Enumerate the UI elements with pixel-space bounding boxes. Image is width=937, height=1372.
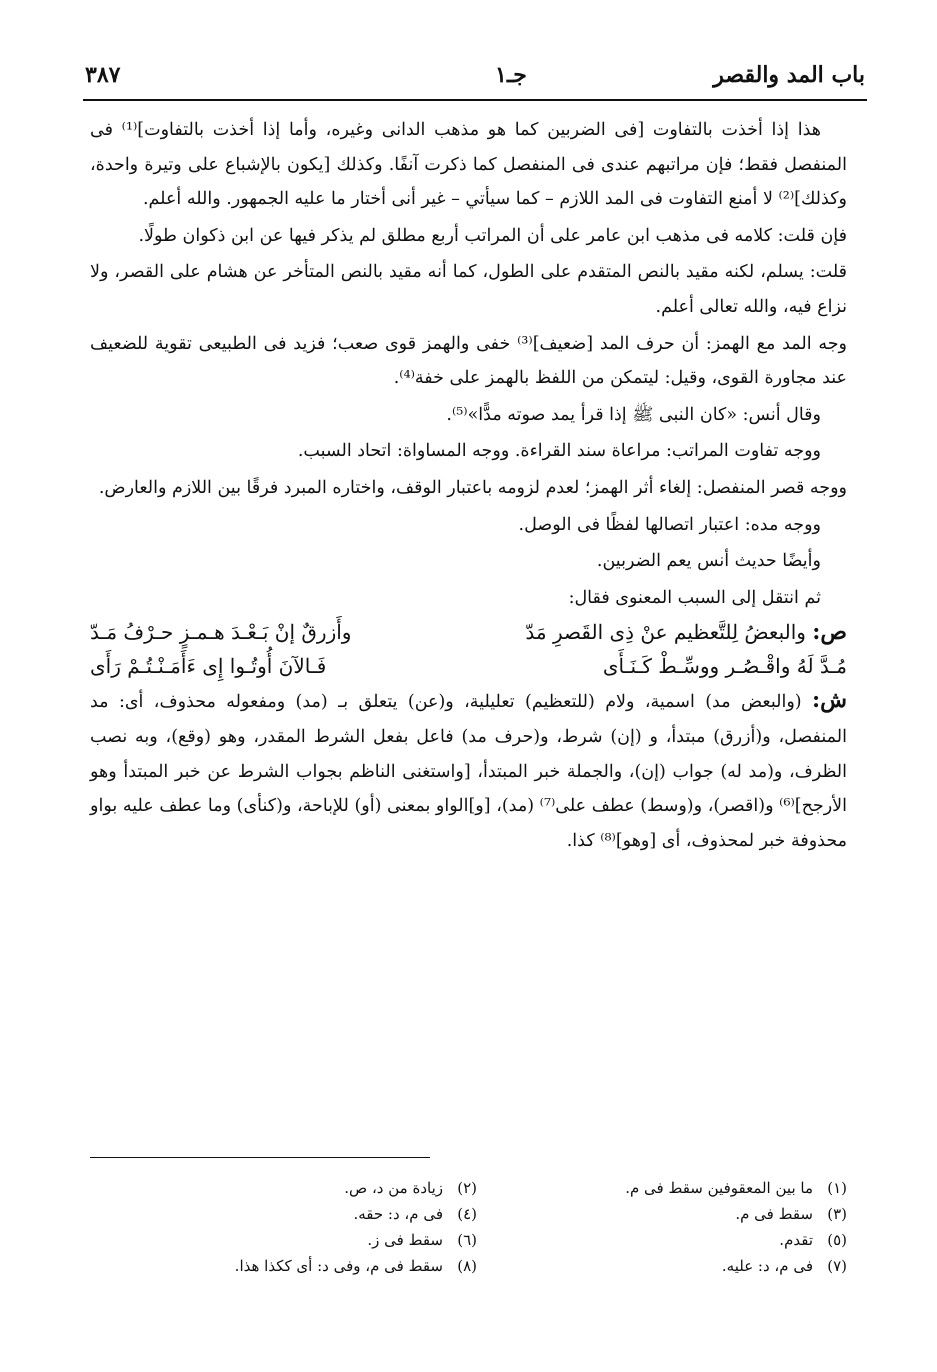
paragraph: وجه المد مع الهمز: أن حرف المد [ضعيف]⁽³⁾ خفى والهمز قوى صعب؛ فزيد فى الطبيعى تقوية للضعيف عند مجاورة القوى، وقيل: ليتمكن من اللفظ بالهمز على خفة⁽⁴⁾. <box>90 333 847 389</box>
verse-label: ص: <box>812 619 847 646</box>
volume-label: جـ١ <box>495 62 527 88</box>
verse-hemistich: مُـدَّ لَهُ واقْـصُـر ووسِّـطْ كَـنَـأَى <box>602 654 847 679</box>
commentary-label: ش: <box>812 687 847 714</box>
paragraph: ثم انتقل إلى السبب المعنوى فقال: <box>568 587 821 608</box>
footnote: (٢)زيادة من د، ص. <box>344 1179 477 1197</box>
paragraph: قلت: يسلم، لكنه مقيد بالنص المتقدم على الطول، كما أنه مقيد بالنص المتأخر عن هشام على القصر، ولا نزاع فيه، والله تعالى أعلم. <box>90 262 847 317</box>
footnote: (٣)سقط فى م. <box>735 1205 847 1223</box>
paragraph: وأيضًا حديث أنس يعم الضربين. <box>596 551 821 572</box>
verse-line <box>90 649 847 683</box>
footnote: (٧)فى م، د: عليه. <box>721 1257 847 1275</box>
paragraph: ووجه تفاوت المراتب: مراعاة سند القراءة. ووجه المساواة: اتحاد السبب. <box>297 441 821 462</box>
chapter-title: باب المد والقصر <box>713 62 865 88</box>
verse-hemistich: فَـالآنَ أُوتُـوا إِى ءَأَمَـنْـتُـمْ رَأَى <box>90 654 327 679</box>
footnote-column-right <box>517 1175 847 1279</box>
verse-block <box>90 615 847 683</box>
commentary-text: (والبعض مد) اسمية، ولام (للتعظيم) تعليلية، و(عن) يتعلق بـ (مد) ومفعوله محذوف، أى: مد المنفصل، و(أزرق) مبتدأ، و (إن) شرط، و(حرف مد) فاعل بفعل الشرط المقدر، وهو (وقع)، وبه نصب الظرف، و(مد له) جواب (إن)، والجملة خبر المبتدأ، [واستغنى الناظم بجواب الشرط عن خبر المبتدأ وهو الأرجح]⁽⁶⁾ و(اقصر)، و(وسط) عطف على⁽⁷⁾ (مد)، [و]الواو بمعنى (أو) للإباحة، و(كنأى) وما عطف عليه بواو محذوفة خبر لمحذوف، أى [وهو]⁽⁸⁾ كذا. <box>90 692 847 851</box>
footnote: (١)ما بين المعقوفين سقط فى م. <box>625 1179 847 1197</box>
paragraph: فإن قلت: كلامه فى مذهب ابن عامر على أن المراتب أربع مطلق لم يذكر فيها عن ابن ذكوان طولًا. <box>138 225 847 246</box>
footnote: (٨)سقط فى م، وفى د: أى ككذا هذا. <box>234 1257 477 1275</box>
footnote: (٥)تقدم. <box>779 1231 847 1249</box>
verse-hemistich: وأَزرقٌ إنْ بَـعْـدَ هـمـزٍ حـرْفُ مَـدّ <box>90 620 352 645</box>
footnote-rule <box>90 1157 430 1158</box>
paragraph: هذا إذا أخذت بالتفاوت [فى الضربين كما هو مذهب الدانى وغيره، وأما إذا أخذت بالتفاوت]⁽¹⁾ فى المنفصل فقط؛ فإن مراتبهم عندى فى المنفصل كما ذكرت آنفًا. وكذلك [يكون بالإشباع على وتيرة واحدة، وكذلك]⁽²⁾ لا أمنع التفاوت فى المد اللازم – كما سيأتي – غير أنى أختار ما عليه الجمهور. والله أعلم. <box>90 120 847 210</box>
header-rule <box>83 99 867 101</box>
paragraph: ووجه قصر المنفصل: إلغاء أثر الهمز؛ لعدم لزومه باعتبار الوقف، واختاره المبرد فرقًا بين اللازم والعارض. <box>98 477 847 498</box>
verse-hemistich: ص: والبعضُ لِلتَّعظيم عنْ ذِى القَصرِ مَدّ <box>525 619 847 646</box>
footnote: (٦)سقط فى ز. <box>367 1231 477 1249</box>
main-text <box>90 113 847 858</box>
verse-line <box>90 615 847 649</box>
commentary <box>90 683 847 858</box>
footnote-column-left <box>147 1175 477 1279</box>
page-number: ٣٨٧ <box>85 62 121 88</box>
paragraph: وقال أنس: «كان النبى ﷺ إذا قرأ يمد صوته مدًّا»⁽⁵⁾. <box>446 404 821 425</box>
running-header <box>85 62 865 98</box>
footnote: (٤)فى م، د: حقه. <box>353 1205 477 1223</box>
paragraph: ووجه مده: اعتبار اتصالها لفظًا فى الوصل. <box>518 514 821 535</box>
